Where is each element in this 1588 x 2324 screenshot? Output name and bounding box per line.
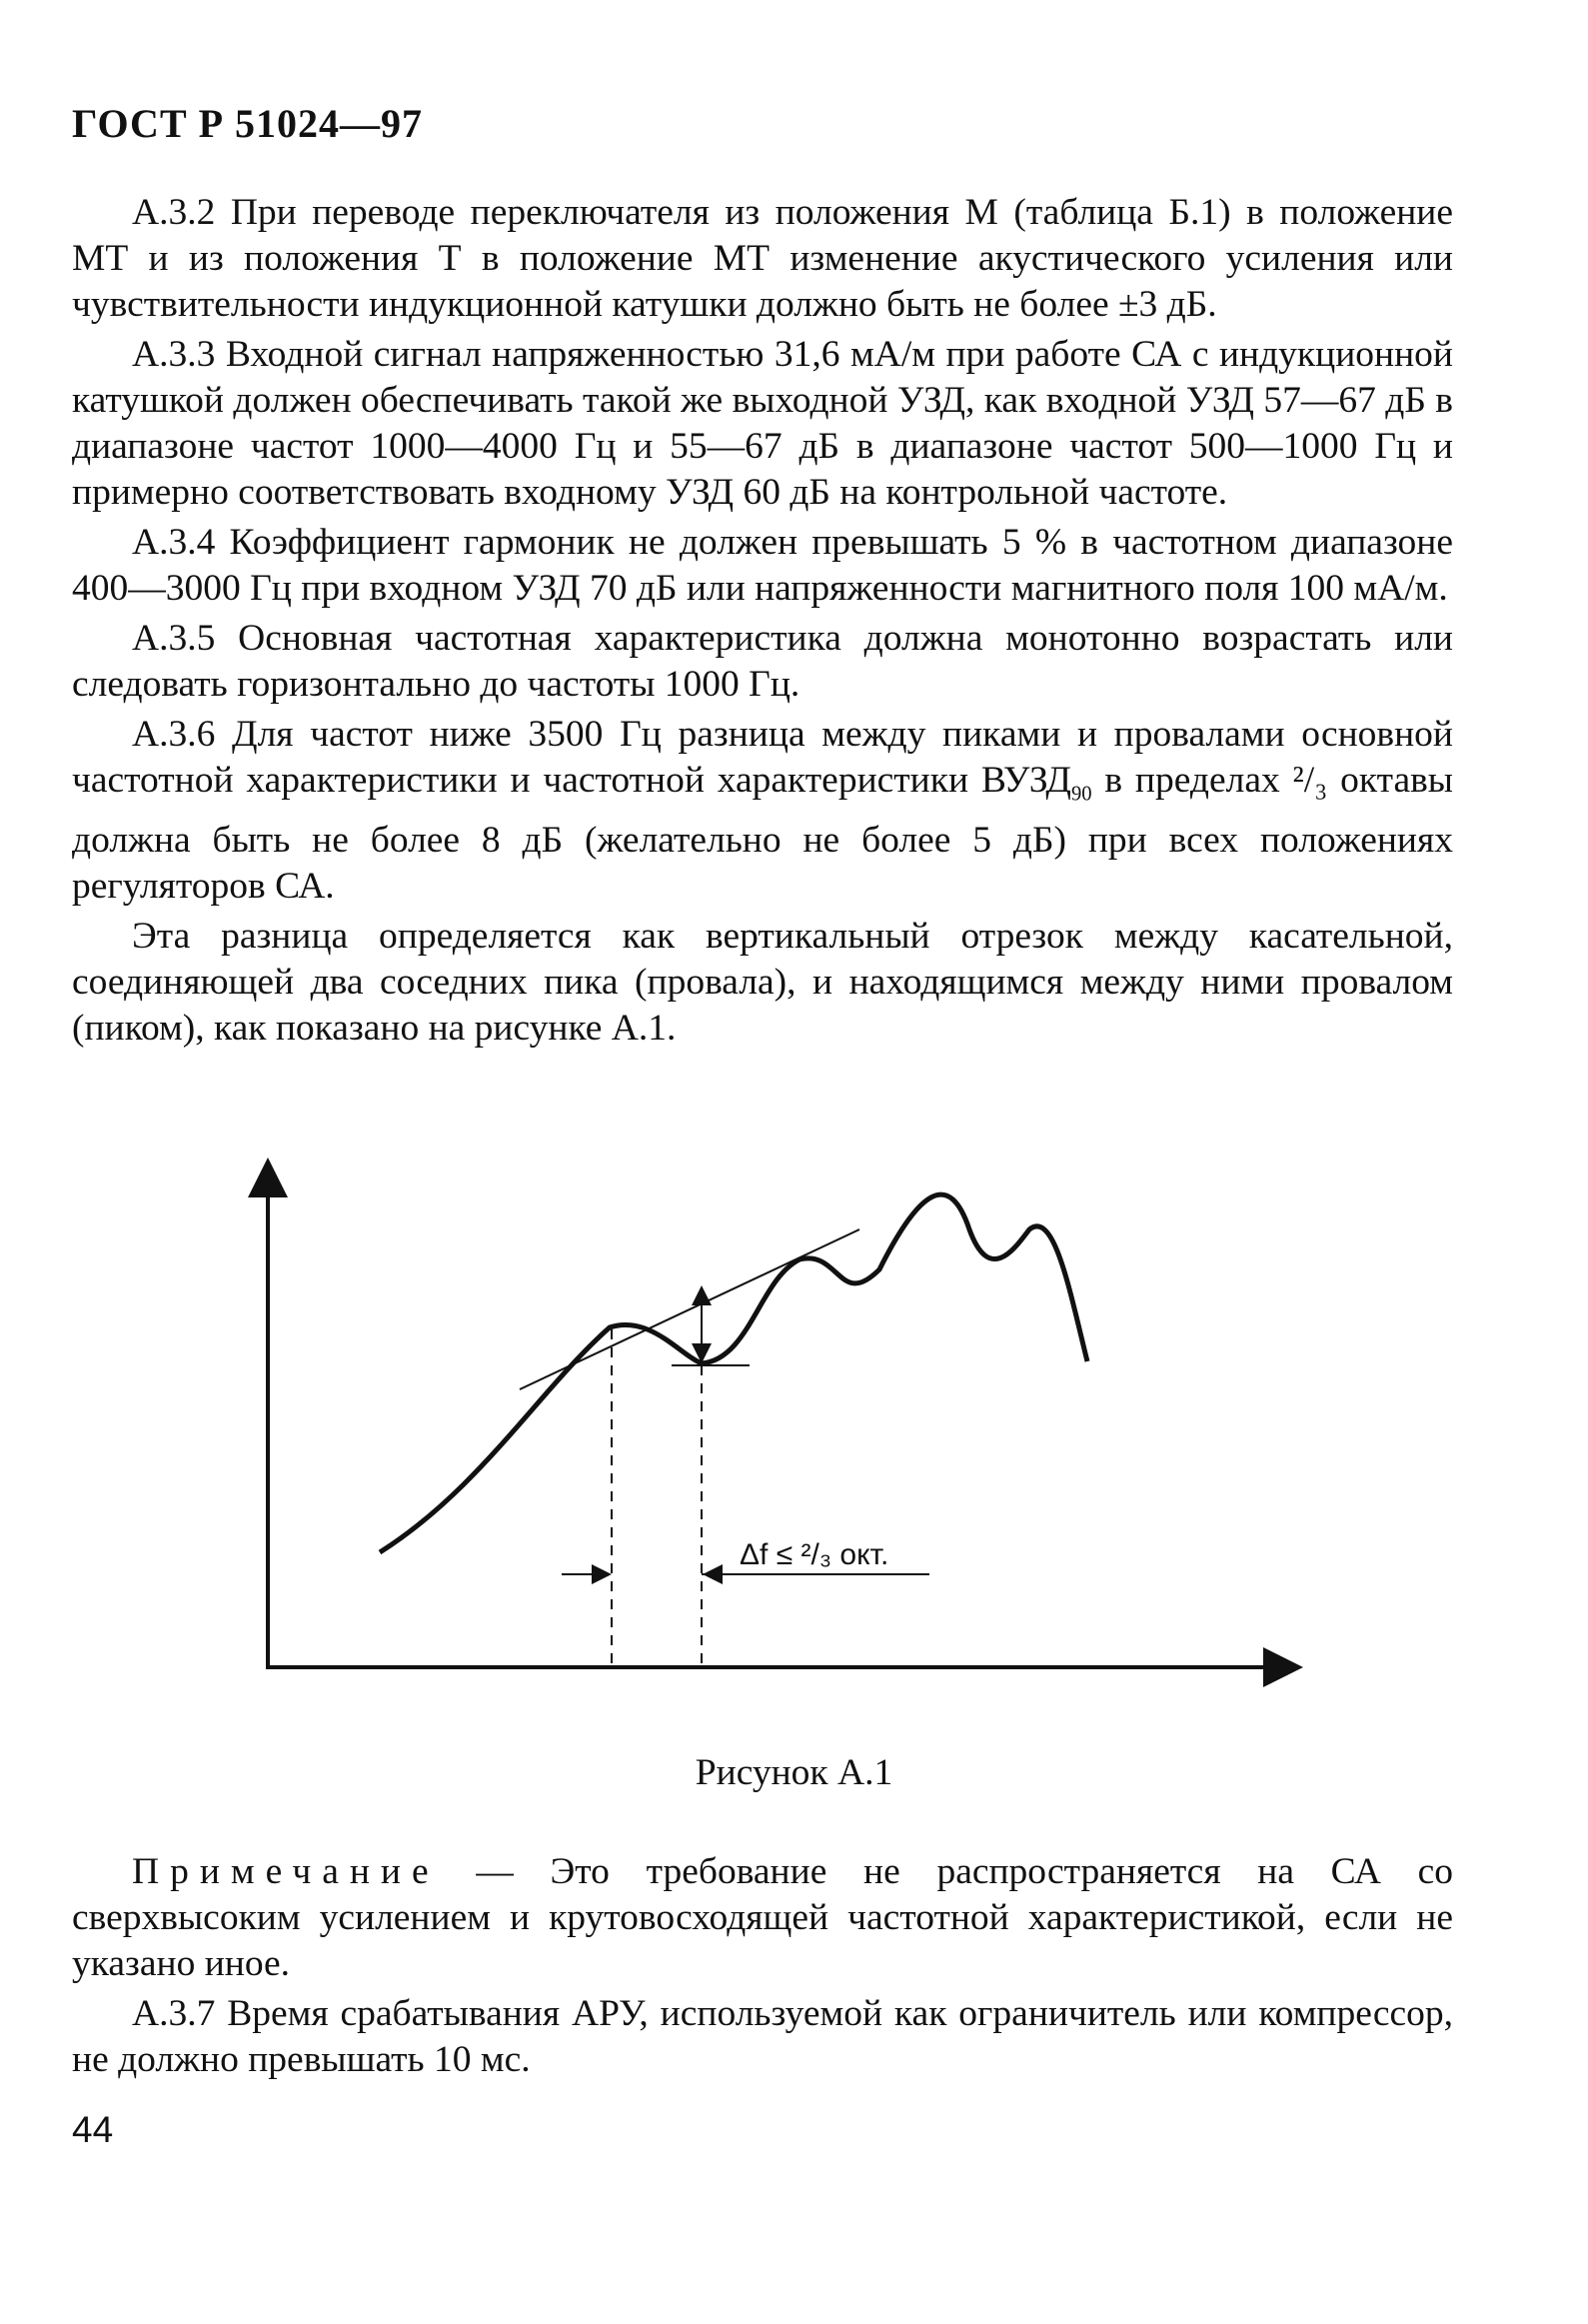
paragraph-a37: А.3.7 Время срабатывания АРУ, используемой как ограничитель или компрессор, не должно превышать 10 мс. <box>72 1993 1453 2080</box>
frequency-response-curve <box>380 1194 1087 1552</box>
paragraph-a34: А.3.4 Коэффициент гармоник не должен превышать 5 % в частотном диапазоне 400—3000 Гц при входном УЗД 70 дБ или напряженности магнитного поля 100 мА/м. <box>72 522 1453 609</box>
note-label: Примечание <box>132 1851 440 1892</box>
body-text-top <box>72 190 1453 1056</box>
paragraph-a35: А.3.5 Основная частотная характеристика должна монотонно возрастать или следовать горизонтально до частоты 1000 Гц. <box>72 618 1453 705</box>
paragraph-a32: А.3.2 При переводе переключателя из положения М (таблица Б.1) в положение МТ и из положения Т в положение МТ изменение акустического усиления или чувствительности индукционной катушки должно быть не более ±3 дБ. <box>72 192 1453 325</box>
paragraph-a36: А.3.6 Для частот ниже 3500 Гц разница между пиками и провалами основной частотной характеристики и частотной характеристики $ВУЗД_{90}$ в пределах ²/₃ октавы должна быть не более 8 дБ (желательно не более 5 дБ) при всех положениях регуляторов СА. <box>72 714 1453 907</box>
figure-a1 <box>240 1150 1319 1709</box>
body-text-bottom <box>72 1849 1453 2087</box>
page-number: 44 <box>72 2109 114 2150</box>
paragraph-a33: А.3.3 Входной сигнал напряженностью 31,6 мА/м при работе СА с индукционной катушкой должен обеспечивать такой же выходной УЗД, как входной УЗД 57—67 дБ в диапазоне частот 1000—4000 Гц и 55—67 дБ в диапазоне частот 500—1000 Гц и примерно соответствовать входному УЗД 60 дБ на контрольной частоте. <box>72 334 1453 513</box>
delta-f-label: Δf ≤ ²/₃ окт. <box>740 1538 889 1571</box>
fraction-two-thirds: ²/₃ <box>1292 760 1328 801</box>
paragraph-explanation: Эта разница определяется как вертикальный отрезок между касательной, соединяющей два соседних пика (провала), и находящимся между ними провалом (пиком), как показано на рисунке А.1. <box>72 915 1453 1049</box>
figure-caption: Рисунок А.1 <box>695 1752 893 1793</box>
document-header: ГОСТ Р 51024—97 <box>72 101 424 146</box>
subscript-90: 90 <box>1070 783 1092 806</box>
note-paragraph: Примечание — Это требование не распространяется на СА со сверхвысоким усилением и крутовосходящей частотной характеристикой, если не указано иное. <box>72 1851 1453 1984</box>
